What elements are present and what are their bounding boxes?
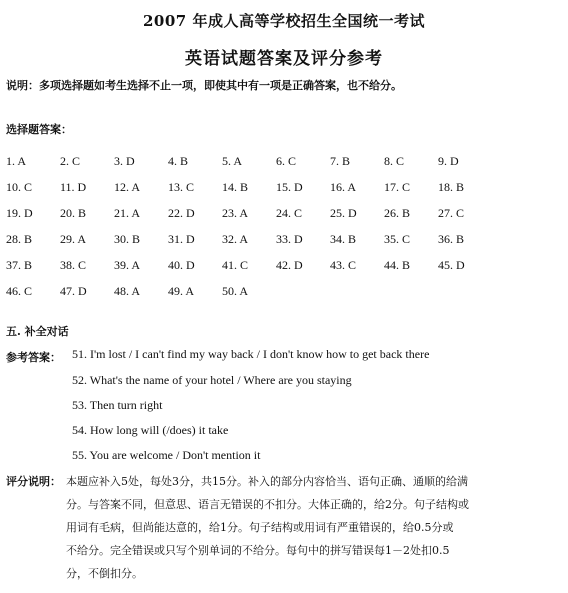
- answer-cell: 24. C: [276, 205, 303, 220]
- answer-cell: 35. C: [384, 231, 411, 246]
- answer-cell: 7. B: [330, 153, 351, 168]
- page-subtitle: 英语试题答案及评分参考: [185, 49, 383, 69]
- answer-cell: 13. C: [168, 179, 195, 194]
- answer-cell: 1. A: [6, 153, 27, 168]
- answer-cell: 22. D: [168, 205, 195, 220]
- answer-cell: 11. D: [60, 179, 87, 194]
- choice-section-label: 选择题答案：: [6, 123, 72, 136]
- answer-cell: 42. D: [276, 257, 303, 272]
- answer-row: [6, 252, 566, 278]
- answer-cell: 25. D: [330, 205, 357, 220]
- answer-cell: 34. B: [330, 231, 357, 246]
- answer-cell: 37. B: [6, 257, 33, 272]
- answer-cell: 10. C: [6, 179, 33, 194]
- answer-cell: 45. D: [438, 257, 465, 272]
- page-title: 2007 年成人高等学校招生全国统一考试: [143, 12, 425, 30]
- answer-row: [6, 226, 566, 252]
- answer-cell: 41. C: [222, 257, 249, 272]
- answer-cell: 46. C: [6, 283, 33, 298]
- scoring-line: 不给分。完全错误或只写个别单词的不给分。每句中的拼写错误每1－2处扣0.5: [66, 544, 450, 557]
- answer-cell: 15. D: [276, 179, 303, 194]
- answer-cell: 38. C: [60, 257, 87, 272]
- answer-cell: 8. C: [384, 153, 405, 168]
- dialogue-answer-55: 55. You are welcome / Don't mention it: [72, 448, 261, 462]
- answer-cell: 9. D: [438, 153, 459, 168]
- answer-row: [6, 148, 566, 174]
- answer-cell: 5. A: [222, 153, 243, 168]
- dialogue-answer-53: 53. Then turn right: [72, 398, 163, 412]
- answer-grid: [6, 148, 566, 304]
- scoring-line: 用词有毛病，但尚能达意的，给1分。句子结构或用词有严重错误的，给0.5分或: [66, 521, 454, 534]
- answer-row: [6, 278, 566, 304]
- answer-cell: 49. A: [168, 283, 195, 298]
- answer-cell: 31. D: [168, 231, 195, 246]
- answer-cell: 47. D: [60, 283, 87, 298]
- answer-cell: 3. D: [114, 153, 135, 168]
- answer-cell: 48. A: [114, 283, 141, 298]
- answer-cell: 16. A: [330, 179, 357, 194]
- answer-cell: 4. B: [168, 153, 189, 168]
- answer-cell: 43. C: [330, 257, 357, 272]
- scoring-label: 评分说明：: [6, 475, 61, 488]
- answer-cell: 32. A: [222, 231, 249, 246]
- scoring-line: 分。与答案不同，但意思、语言无错误的不扣分。大体正确的，给2分。句子结构或: [66, 498, 469, 511]
- answer-cell: 28. B: [6, 231, 33, 246]
- answer-cell: 18. B: [438, 179, 465, 194]
- reference-answer-label: 参考答案：: [6, 351, 61, 364]
- answer-cell: 27. C: [438, 205, 465, 220]
- answer-cell: 21. A: [114, 205, 141, 220]
- answer-cell: 36. B: [438, 231, 465, 246]
- answer-cell: 14. B: [222, 179, 249, 194]
- scoring-text: [66, 470, 558, 585]
- dialogue-answer-54: 54. How long will (/does) it take: [72, 423, 229, 437]
- answer-cell: 44. B: [384, 257, 411, 272]
- answer-cell: 50. A: [222, 283, 249, 298]
- answer-cell: 26. B: [384, 205, 411, 220]
- answer-cell: 23. A: [222, 205, 249, 220]
- answer-row: [6, 174, 566, 200]
- answer-cell: 40. D: [168, 257, 195, 272]
- answer-cell: 29. A: [60, 231, 87, 246]
- answer-cell: 17. C: [384, 179, 411, 194]
- scoring-line: 本题应补入5处，每处3分，共15分。补入的部分内容恰当、语句正确、通顺的给满: [66, 475, 468, 488]
- dialogue-answer-51: 51. I'm lost / I can't find my way back / I don't know how to get back there: [72, 347, 430, 361]
- answer-cell: 20. B: [60, 205, 87, 220]
- dialogue-answer-52: 52. What's the name of your hotel / Where are you staying: [72, 373, 352, 387]
- answer-cell: 33. D: [276, 231, 303, 246]
- instruction-note: 说明：多项选择题如考生选择不止一项，即使其中有一项是正确答案，也不给分。: [6, 79, 402, 92]
- answer-cell: 6. C: [276, 153, 297, 168]
- answer-cell: 12. A: [114, 179, 141, 194]
- answer-cell: 39. A: [114, 257, 141, 272]
- answer-cell: 19. D: [6, 205, 33, 220]
- answer-row: [6, 200, 566, 226]
- answer-cell: 2. C: [60, 153, 81, 168]
- scoring-line: 分，不倒扣分。: [66, 567, 143, 580]
- dialogue-section-label: 五. 补全对话: [6, 325, 69, 338]
- answer-cell: 30. B: [114, 231, 141, 246]
